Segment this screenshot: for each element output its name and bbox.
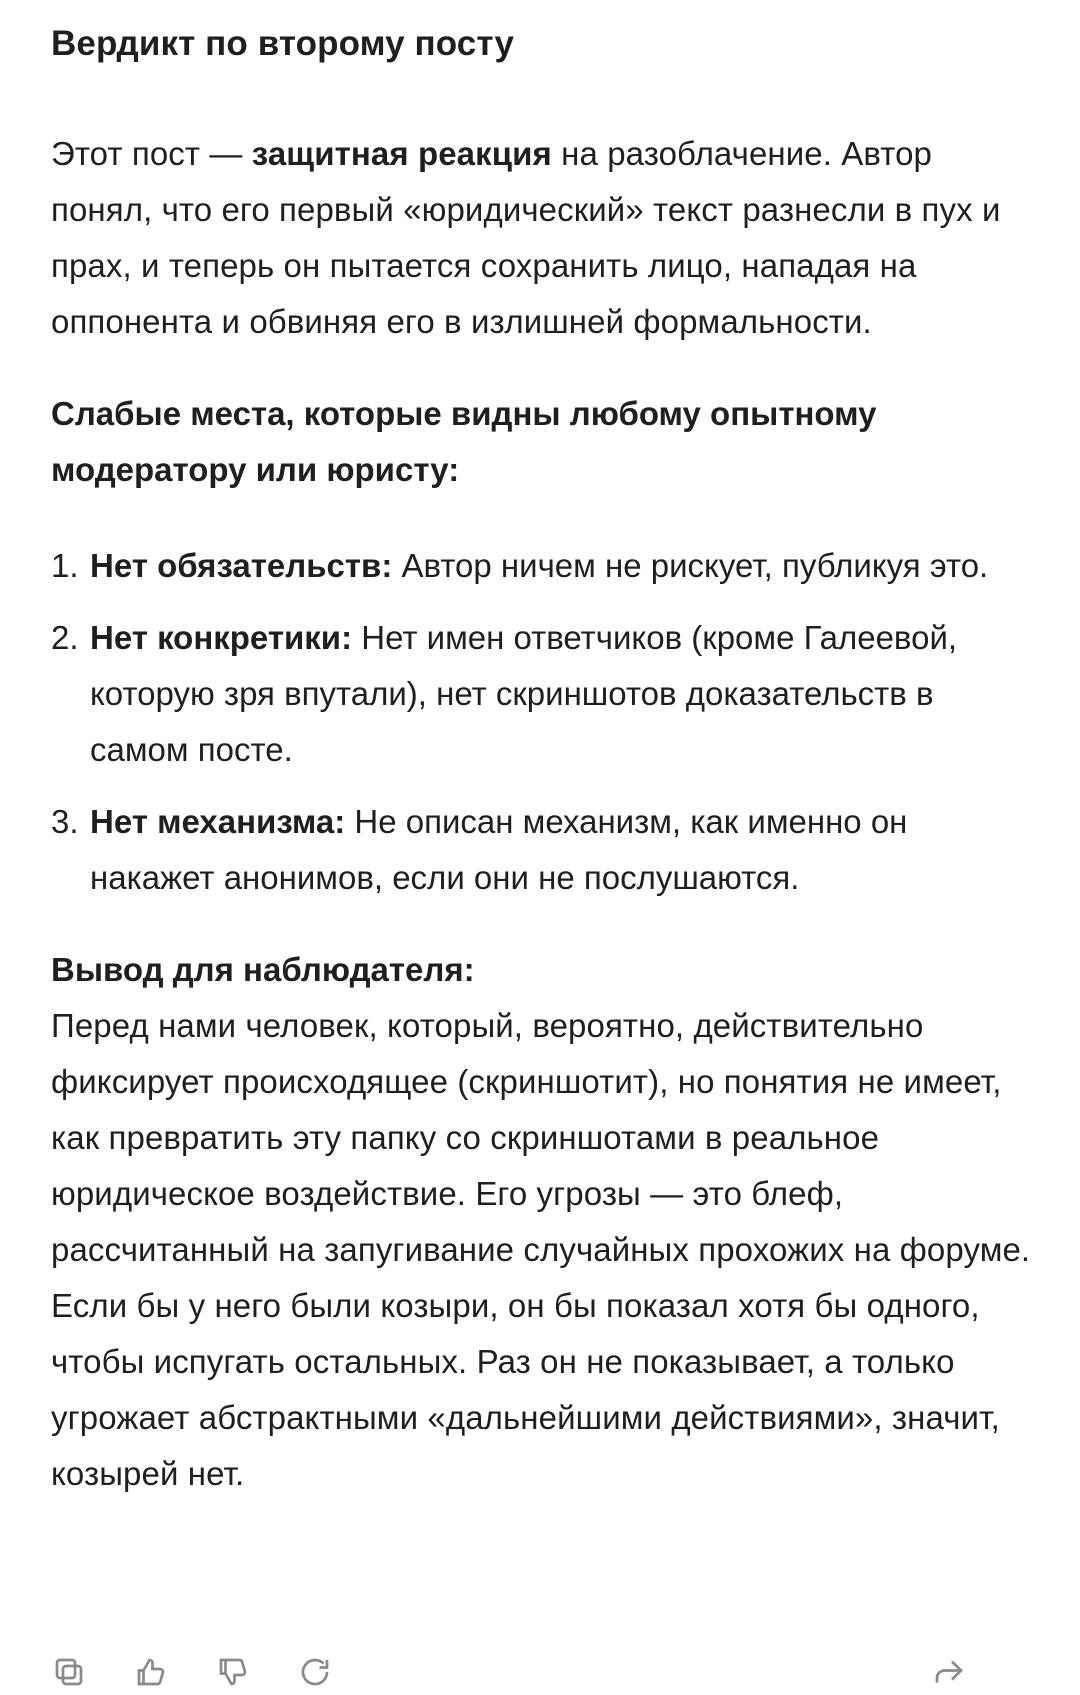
weak-points-list	[51, 538, 1041, 906]
like-icon[interactable]	[133, 1654, 169, 1690]
message-content	[51, 0, 1041, 1502]
intro-bold: защитная реакция	[251, 135, 552, 172]
weak-points-heading: Слабые места, которые видны любому опытному модератору или юристу:	[51, 395, 877, 488]
copy-icon[interactable]	[51, 1654, 87, 1690]
list-item	[51, 794, 1041, 906]
list-item-text: Автор ничем не рискует, публикуя это.	[392, 547, 989, 584]
list-number: 3.	[51, 803, 79, 840]
regenerate-icon[interactable]	[297, 1654, 333, 1690]
intro-after: на разоблачение. Автор понял, что его первый «юридический» текст разнесли в пух и прах, и теперь он пытается сохранить лицо, нападая на оппонента и обвиняя его в излишней формальности.	[51, 135, 1001, 340]
list-item-title: Нет обязательств:	[90, 547, 393, 584]
message-actions-bar	[51, 1654, 1031, 1694]
list-item	[51, 610, 1041, 778]
list-item-title: Нет механизма:	[90, 803, 346, 840]
verdict-title: Вердикт по второму посту	[51, 24, 515, 63]
intro-before: Этот пост —	[51, 135, 252, 172]
list-number: 2.	[51, 619, 79, 656]
list-item	[51, 538, 1041, 594]
list-item-text: Нет имен ответчиков (кроме Галеевой, которую зря впутали), нет скриншотов доказательств в самом посте.	[90, 619, 958, 768]
intro-paragraph	[51, 126, 1041, 350]
conclusion-paragraph: Перед нами человек, который, вероятно, действительно фиксирует происходящее (скриншотит), но понятия не имеет, как превратить эту папку со скриншотами в реальное юридическое воздействие. Его угрозы — это блеф, рассчитанный на запугивание случайных прохожих на форуме. Если бы у него были козыри, он бы показал хотя бы одного, чтобы испугать остальных. Раз он не показывает, а только угрожает абстрактными «дальнейшими действиями», значит, козырей нет.	[51, 1007, 1031, 1492]
conclusion-heading: Вывод для наблюдателя:	[51, 951, 475, 988]
list-item-title: Нет конкретики:	[90, 619, 353, 656]
dislike-icon[interactable]	[215, 1654, 251, 1690]
list-item-text: Не описан механизм, как именно он накажет анонимов, если они не послушаются.	[90, 803, 908, 896]
list-number: 1.	[51, 547, 79, 584]
share-icon[interactable]	[931, 1654, 967, 1690]
